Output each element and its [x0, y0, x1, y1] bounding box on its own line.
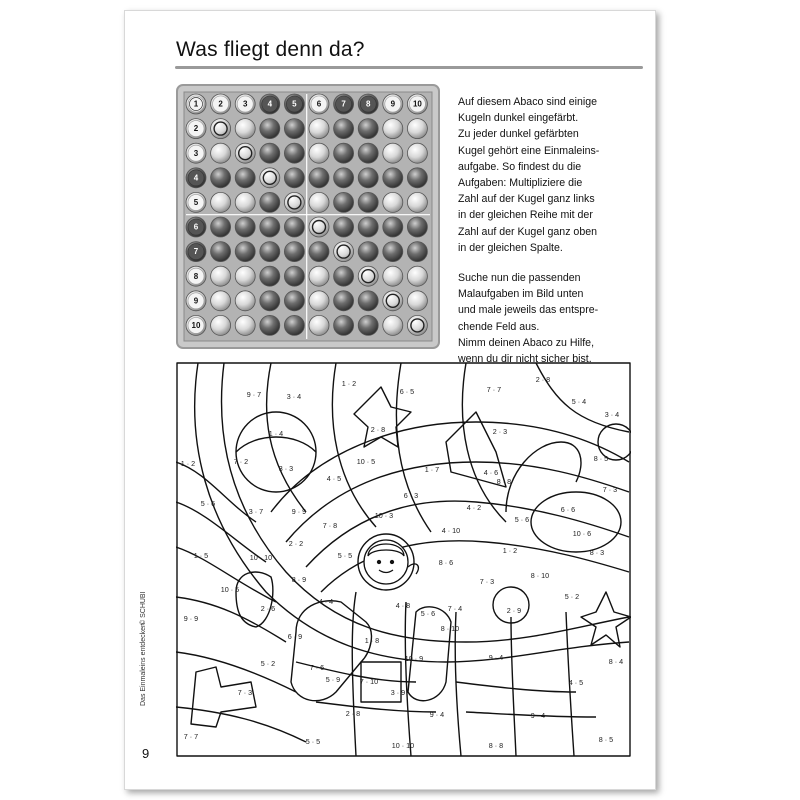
- instr-line: in der gleichen Reihe mit der: [458, 209, 593, 222]
- picture-field-label: 7 · 8: [322, 520, 338, 530]
- picture-field-label: 7 · 3: [237, 687, 253, 697]
- abaco-bead: [383, 315, 403, 335]
- instr-line: Suche nun die passenden: [458, 272, 581, 285]
- abaco-bead: [211, 266, 231, 286]
- picture-field-label: 7 · 3: [479, 576, 495, 586]
- picture-field-label: 2 · 8: [535, 374, 551, 384]
- abaco-bead: [211, 168, 231, 188]
- abaco-bead: [358, 291, 378, 311]
- picture-field-label: 8 · 5: [593, 453, 609, 463]
- abaco-bead: [284, 315, 304, 335]
- picture-field-label: 9 · 4: [488, 652, 504, 662]
- picture-field-label: 10 · 9: [404, 653, 424, 663]
- abaco-bead: [334, 119, 354, 139]
- picture-field-label: 4 · 5: [568, 677, 584, 687]
- abaco-bead: [309, 266, 329, 286]
- abaco-bead: [309, 143, 329, 163]
- picture-field-label: 8 · 4: [608, 656, 624, 666]
- picture-field-label: 10 · 5: [220, 584, 240, 594]
- abaco-number: 6: [316, 99, 322, 109]
- abaco-bead: [284, 242, 304, 262]
- abaco-bead: [260, 192, 280, 212]
- instructions-paragraph-2: [458, 270, 648, 367]
- picture-field-label: 1 · 7: [424, 464, 440, 474]
- instr-line: Kugeln dunkel eingefärbt.: [458, 112, 579, 125]
- abaco-bead: [284, 168, 304, 188]
- abaco-bead: [358, 192, 378, 212]
- picture-field-label: 10 · 6: [572, 528, 592, 538]
- abaco-bead: [358, 242, 378, 262]
- picture-field-label: 9 · 9: [183, 613, 199, 623]
- abaco-bead: [334, 168, 354, 188]
- picture-field-label: 3 · 9: [390, 687, 406, 697]
- abaco-bead: [309, 315, 329, 335]
- picture-field-label: 7 · 7: [183, 731, 199, 741]
- picture-field-label: 8 · 8: [496, 476, 512, 486]
- picture-field-label: 2 · 8: [345, 708, 361, 718]
- abaco-number: 4: [267, 99, 273, 109]
- abaco-bead: [407, 168, 427, 188]
- abaco-bead: [235, 242, 255, 262]
- abaco-number: 8: [193, 271, 199, 281]
- abaco-bead: [407, 119, 427, 139]
- abaco-bead: [260, 143, 280, 163]
- picture-field-label: 10 · 10: [391, 740, 415, 750]
- instr-line: chende Feld aus.: [458, 320, 540, 333]
- abaco-bead: [407, 242, 427, 262]
- instr-line: aufgabe. So findest du die: [458, 160, 582, 173]
- instr-line: Nimm deinen Abaco zu Hilfe,: [458, 336, 595, 349]
- abaco-bead: [284, 119, 304, 139]
- abaco-number: 9: [193, 296, 199, 306]
- picture-field-label: 1 · 8: [364, 635, 380, 645]
- picture-field-label: 5 · 5: [337, 550, 353, 560]
- picture-field-label: 5 · 2: [260, 658, 276, 668]
- picture-field-label: 9 · 7: [246, 389, 262, 399]
- abaco-bead: [334, 291, 354, 311]
- instr-line: Auf diesem Abaco sind einige: [458, 96, 597, 108]
- picture-field-label: 8 · 6: [438, 557, 454, 567]
- abaco-bead: [334, 192, 354, 212]
- abaco-bead: [309, 242, 329, 262]
- picture-field-label: 3 · 7: [248, 506, 264, 516]
- abaco-bead: [383, 168, 403, 188]
- abaco-bead: [383, 143, 403, 163]
- picture-field-label: 4 · 8: [395, 600, 411, 610]
- abaco-bead: [284, 217, 304, 237]
- astronaut: [364, 540, 418, 584]
- instr-line: Zahl auf der Kugel ganz links: [458, 193, 595, 206]
- picture-field-label: 9 · 4: [530, 710, 546, 720]
- instr-line: wenn du dir nicht sicher bist.: [458, 353, 592, 366]
- abaco-bead: [235, 291, 255, 311]
- abaco-bead: [407, 217, 427, 237]
- abaco-bead: [309, 119, 329, 139]
- title-underline: [175, 66, 643, 69]
- page-title: Was fliegt denn da?: [176, 38, 365, 61]
- picture-field-label: 8 · 3: [589, 547, 605, 557]
- abaco-number: 2: [193, 124, 199, 134]
- picture-field-label: 6 · 5: [399, 386, 415, 396]
- abaco-number: 10: [191, 321, 201, 331]
- picture-field-label: 9 · 9: [291, 506, 307, 516]
- picture-field-label: 2 · 8: [370, 424, 386, 434]
- abaco-bead: [358, 315, 378, 335]
- abaco-number: 10: [412, 99, 422, 109]
- abaco-number: 5: [292, 99, 297, 109]
- abaco-bead: [260, 291, 280, 311]
- abaco-bead: [235, 192, 255, 212]
- abaco-bead: [211, 242, 231, 262]
- picture-field-label: 8 · 10: [440, 623, 460, 633]
- abaco-number: 1: [193, 99, 199, 109]
- abaco-bead: [284, 291, 304, 311]
- picture-field-label: 6 · 9: [287, 631, 303, 641]
- instructions-paragraph-1: [458, 94, 648, 256]
- abaco-bead: [260, 217, 280, 237]
- abaco-bead: [383, 217, 403, 237]
- abaco-bead: [358, 143, 378, 163]
- instr-line: Malaufgaben im Bild unten: [458, 288, 584, 301]
- picture-field-label: 6 · 6: [560, 504, 576, 514]
- abaco-bead: [383, 192, 403, 212]
- abaco-bead: [383, 119, 403, 139]
- picture-field-label: 7 · 6: [309, 662, 325, 672]
- picture-field-label: 7 · 3: [602, 484, 618, 494]
- instr-line: Kugel gehört eine Einmaleins-: [458, 144, 600, 157]
- picture-field-label: 4 · 4: [318, 596, 334, 606]
- picture-field-label: 7 · 4: [447, 603, 463, 613]
- picture-field-label: 4 · 6: [483, 467, 499, 477]
- picture-field-label: 5 · 6: [200, 498, 216, 508]
- picture-field-label: 10 · 3: [374, 510, 394, 520]
- picture-field-label: 4 · 5: [326, 473, 342, 483]
- abaco-bead: [383, 242, 403, 262]
- abaco-bead: [407, 266, 427, 286]
- picture-field-label: 8 · 10: [530, 570, 550, 580]
- abaco-bead: [407, 143, 427, 163]
- coloring-picture: [176, 362, 631, 757]
- abaco-bead: [407, 192, 427, 212]
- abaco-bead: [211, 192, 231, 212]
- picture-field-label: 5 · 6: [420, 608, 436, 618]
- book-title-sidebar: Das Einmaleins entdecken: [140, 623, 147, 706]
- abaco-number: 4: [193, 173, 199, 183]
- abaco-bead: [284, 143, 304, 163]
- page-number: 9: [142, 746, 150, 761]
- abaco-bead: [309, 192, 329, 212]
- abaco-number: 6: [193, 222, 199, 232]
- abaco-bead: [235, 217, 255, 237]
- picture-field-label: 7 · 7: [486, 384, 502, 394]
- picture-field-label: 2 · 2: [288, 538, 304, 548]
- picture-field-label: 8 · 8: [488, 740, 504, 750]
- abaco-number: 7: [341, 99, 346, 109]
- instr-line: und male jeweils das entspre-: [458, 304, 599, 317]
- picture-field-label: 6 · 3: [403, 490, 419, 500]
- abaco-bead: [358, 217, 378, 237]
- picture-field-label: 3 · 4: [286, 391, 302, 401]
- picture-field-label: 4 · 2: [466, 502, 482, 512]
- picture-field-label: 5 · 2: [564, 591, 580, 601]
- abaco-bead: [235, 168, 255, 188]
- picture-field-label: 1 · 4: [268, 428, 284, 438]
- picture-field-label: 5 · 4: [571, 396, 587, 406]
- abaco-bead: [211, 315, 231, 335]
- picture-field-label: 10 · 5: [356, 456, 376, 466]
- abaco-bead: [309, 168, 329, 188]
- abaco-bead: [358, 119, 378, 139]
- abaco-bead: [235, 315, 255, 335]
- picture-field-label: 1 · 2: [180, 458, 196, 468]
- abaco-bead: [260, 315, 280, 335]
- abaco-number: 9: [390, 99, 396, 109]
- abaco-board: [176, 84, 440, 349]
- picture-field-label: 8 · 9: [291, 574, 307, 584]
- instr-line: Aufgaben: Multipliziere die: [458, 177, 583, 190]
- picture-field-label: 7 · 10: [359, 676, 379, 686]
- picture-field-label: 5 · 6: [514, 514, 530, 524]
- picture-field-label: 1 · 2: [341, 378, 357, 388]
- instr-line: Zahl auf der Kugel ganz oben: [458, 225, 597, 238]
- picture-field-label: 1 · 2: [502, 545, 518, 555]
- abaco-bead: [211, 143, 231, 163]
- picture-field-label: 7 · 2: [233, 456, 249, 466]
- picture-field-label: 8 · 5: [598, 734, 614, 744]
- picture-field-label: 4 · 10: [441, 525, 461, 535]
- instr-line: Zu jeder dunkel gefärbten: [458, 128, 579, 141]
- picture-field-label: 2 · 3: [492, 426, 508, 436]
- abaco-number: 2: [218, 99, 223, 109]
- picture-field-label: 5 · 5: [305, 736, 321, 746]
- abaco-bead: [407, 291, 427, 311]
- abaco-number: 5: [193, 198, 199, 208]
- abaco-bead: [284, 266, 304, 286]
- publisher-sidebar: © SCHUBI: [140, 591, 147, 625]
- abaco-bead: [358, 168, 378, 188]
- abaco-bead: [235, 266, 255, 286]
- picture-field-label: 1 · 5: [193, 550, 209, 560]
- abaco-bead: [383, 266, 403, 286]
- picture-field-label: 10 · 10: [249, 552, 273, 562]
- abaco-number: 3: [242, 99, 248, 109]
- abaco-bead: [235, 119, 255, 139]
- abaco-bead: [334, 266, 354, 286]
- abaco-number: 8: [365, 99, 371, 109]
- picture-field-label: 2 · 6: [260, 603, 276, 613]
- abaco-bead: [260, 242, 280, 262]
- abaco-bead: [211, 291, 231, 311]
- abaco-bead: [334, 315, 354, 335]
- instructions: [458, 94, 648, 381]
- abaco-bead: [260, 119, 280, 139]
- abaco-bead: [334, 143, 354, 163]
- abaco-bead: [260, 266, 280, 286]
- instr-line: in der gleichen Spalte.: [458, 241, 563, 254]
- abaco-bead: [211, 217, 231, 237]
- picture-field-label: 3 · 3: [278, 463, 294, 473]
- abaco-bead: [309, 291, 329, 311]
- picture-field-label: 9 · 4: [429, 709, 445, 719]
- picture-field-label: 3 · 4: [604, 409, 620, 419]
- picture-field-label: 2 · 9: [506, 605, 522, 615]
- picture-field-label: 5 · 9: [325, 674, 341, 684]
- abaco-number: 7: [193, 247, 199, 257]
- abaco-bead: [334, 217, 354, 237]
- abaco-number: 3: [193, 148, 199, 158]
